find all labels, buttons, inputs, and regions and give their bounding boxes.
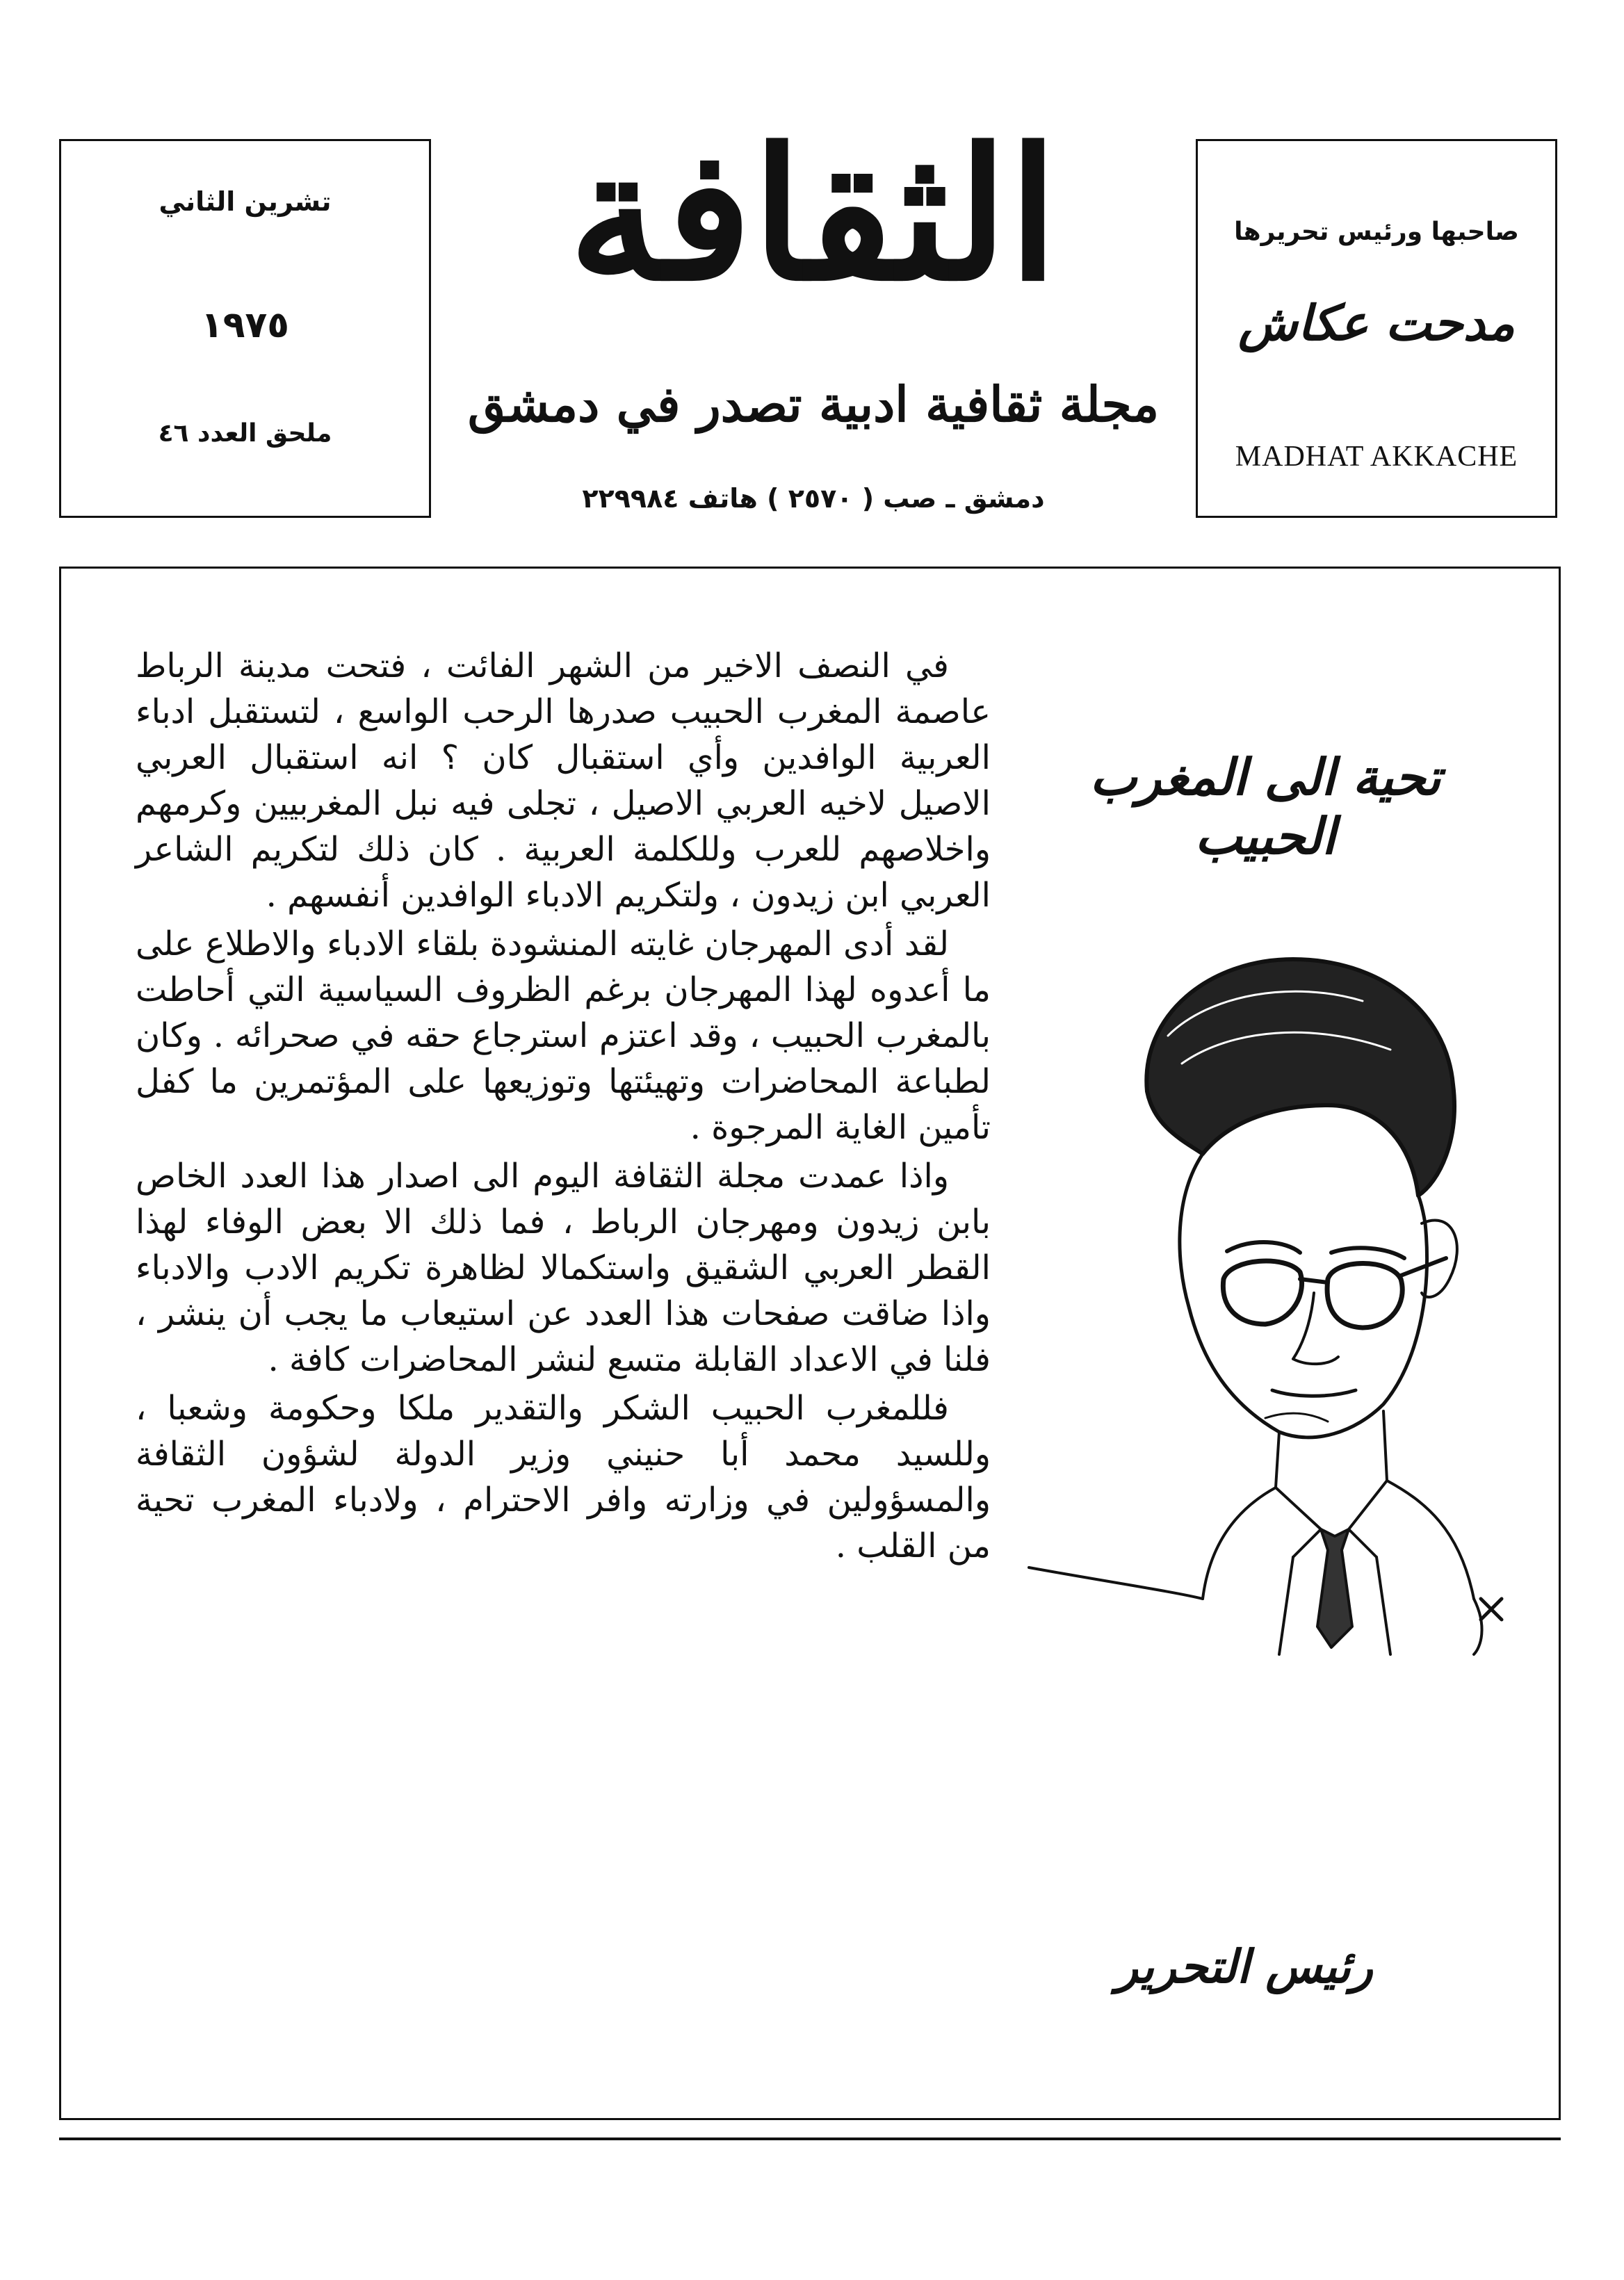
article-heading: تحية الى المغرب الحبيب — [1089, 747, 1441, 865]
magazine-subtitle: مجلة ثقافية ادبية تصدر في دمشق — [467, 375, 1160, 433]
editor-signature: رئيس التحرير — [1116, 1939, 1373, 1994]
magazine-title: الثقافة — [568, 109, 1059, 321]
issue-year: ١٩٧٥ — [201, 304, 289, 346]
magazine-address: دمشق ـ صب ( ٢٥٧٠ ) هاتف ٢٢٩٩٨٤ — [582, 483, 1045, 514]
article-paragraph: واذا عمدت مجلة الثقافة اليوم الى اصدار هذا العدد الخاص بابن زيدون ومهرجان الرباط ، فما ذلك الا بعض الوفاء لهذا القطر العربي الشقيق واستكمالا لظاهرة تكريم الادب والادباء واذا ضاقت صفحات هذا العدد عن استيعاب ما يجب أن ينشر ، فلنا في الاعداد القابلة متسع لنشر المحاضرات كافة . — [136, 1157, 991, 1379]
portrait-sketch — [1001, 931, 1509, 1661]
owner-signature: مدحت عكاش — [1238, 294, 1515, 352]
article-paragraph: لقد أدى المهرجان غايته المنشودة بلقاء الادباء والاطلاع على ما أعدوه لهذا المهرجان برغم الظروف السياسية التي أحاطت بالمغرب الحبيب ، وقد اعتزم استرجاع حقه في صحرائه . وكان لطباعة المحاضرات وتهيئتها وتوزيعها على المؤتمرين ما كفل تأمين الغاية المرجوة . — [136, 925, 991, 1147]
bottom-divider — [59, 2138, 1561, 2140]
article-body — [136, 643, 991, 1569]
owner-box — [1196, 139, 1557, 518]
owner-label: صاحبها ورئيس تحريرها — [1234, 218, 1519, 246]
issue-info-box — [59, 139, 431, 518]
article-paragraph: فللمغرب الحبيب الشكر والتقدير ملكا وحكومة وشعبا ، وللسيد محمد أبا حنيني وزير الدولة لشؤون الثقافة والمسؤولين في وزارته وافر الاحترام ، ولادباء المغرب تحية من القلب . — [136, 1389, 991, 1565]
article-paragraph: في النصف الاخير من الشهر الفائت ، فتحت مدينة الرباط عاصمة المغرب الحبيب صدرها الرحب الواسع ، لتستقبل ادباء العربية الوافدين وأي استقبال كان ؟ انه استقبال العربي الاصيل لاخيه العربي الاصيل ، تجلى فيه نبل المغربيين وكرمهم واخلاصهم للعرب وللكلمة العربية . كان ذلك لتكريم الشاعر العربي ابن زيدون ، ولتكريم الادباء الوافدين أنفسهم . — [136, 646, 991, 915]
owner-latin-name: MADHAT AKKACHE — [1235, 441, 1518, 473]
issue-month: تشرين الثاني — [159, 186, 332, 217]
issue-supplement: ملحق العدد ٤٦ — [158, 419, 332, 448]
